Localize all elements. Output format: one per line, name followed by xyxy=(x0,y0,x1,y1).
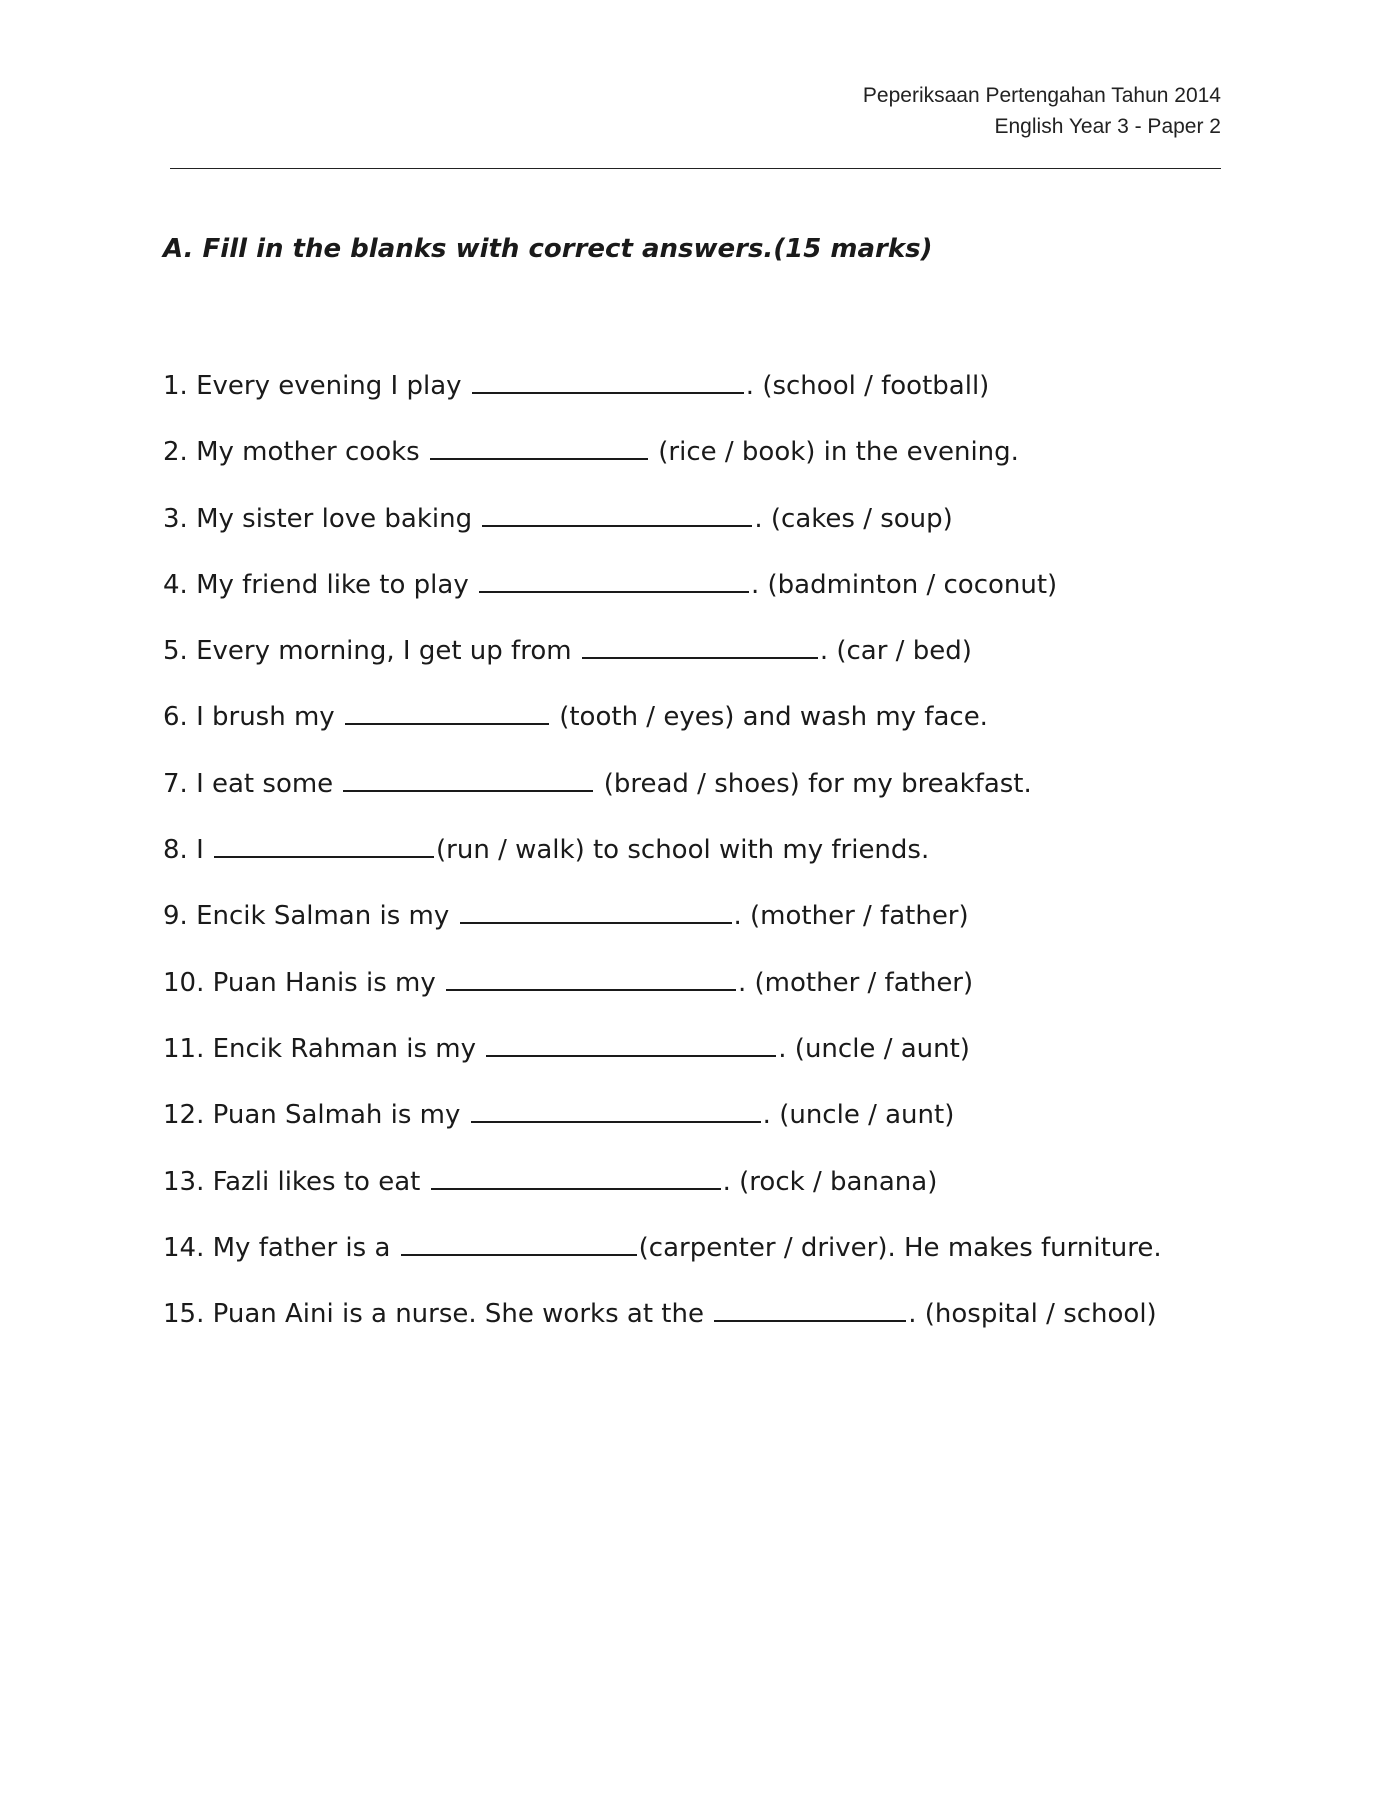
question-5 xyxy=(163,631,1243,697)
question-text-before: 15. Puan Aini is a nurse. She works at the xyxy=(163,1299,713,1330)
answer-blank xyxy=(345,697,549,725)
answer-blank xyxy=(714,1294,906,1322)
question-14 xyxy=(163,1228,1243,1294)
question-text-before: 6. I brush my xyxy=(163,702,343,733)
question-text-before: 7. I eat some xyxy=(163,768,342,799)
question-13 xyxy=(163,1162,1243,1228)
question-text-before: 2. My mother cooks xyxy=(163,437,428,468)
question-text-after: (tooth / eyes) and wash my face. xyxy=(550,702,988,733)
question-text-before: 9. Encik Salman is my xyxy=(163,901,458,932)
answer-blank xyxy=(446,963,736,991)
question-2 xyxy=(163,432,1243,498)
question-text-after: (rice / book) in the evening. xyxy=(650,437,1019,468)
page-header xyxy=(863,80,1221,142)
paper-subtitle: English Year 3 - Paper 2 xyxy=(994,115,1221,138)
question-text-before: 1. Every evening I play xyxy=(163,371,470,401)
exam-title: Peperiksaan Pertengahan Tahun 2014 xyxy=(862,84,1221,107)
question-9 xyxy=(163,896,1243,962)
answer-blank xyxy=(431,1162,721,1190)
question-text-before: 11. Encik Rahman is my xyxy=(163,1033,485,1064)
answer-blank xyxy=(343,764,593,792)
question-text-after: . (uncle / aunt) xyxy=(762,1100,955,1131)
question-8 xyxy=(163,830,1243,896)
question-text-after: . (car / bed) xyxy=(819,636,972,667)
question-text-before: 12. Puan Salmah is my xyxy=(163,1100,469,1131)
answer-blank xyxy=(486,1029,776,1057)
question-text-after: . (mother / father) xyxy=(733,901,969,932)
question-text-after: . (mother / father) xyxy=(738,967,974,998)
answer-blank xyxy=(401,1228,637,1256)
answer-blank xyxy=(482,499,752,527)
answer-blank xyxy=(479,565,749,593)
question-6 xyxy=(163,697,1243,763)
question-3 xyxy=(163,499,1243,565)
question-text-after: . (rock / banana) xyxy=(722,1166,938,1197)
question-text-before: 3. My sister love baking xyxy=(163,503,481,534)
question-list xyxy=(163,366,1243,1360)
question-7 xyxy=(163,764,1243,830)
question-text-after: . (school / football) xyxy=(745,371,990,401)
question-12 xyxy=(163,1095,1243,1161)
answer-blank xyxy=(582,631,818,659)
header-divider xyxy=(170,168,1221,169)
question-text-before: 13. Fazli likes to eat xyxy=(163,1166,429,1197)
question-11 xyxy=(163,1029,1243,1095)
question-text-after: . (uncle / aunt) xyxy=(778,1033,970,1064)
question-text-after: (carpenter / driver). He makes furniture. xyxy=(638,1232,1162,1263)
question-text-after: . (badminton / coconut) xyxy=(750,569,1058,600)
question-text-before: 5. Every morning, I get up from xyxy=(163,636,580,667)
question-text-before: 4. My friend like to play xyxy=(163,569,477,600)
section-title: A. Fill in the blanks with correct answers.(15 marks) xyxy=(163,234,933,264)
question-text-before: 10. Puan Hanis is my xyxy=(163,967,444,998)
answer-blank xyxy=(430,432,648,460)
question-1 xyxy=(163,366,1243,432)
question-text-before: 8. I xyxy=(163,835,213,866)
question-10 xyxy=(163,963,1243,1029)
question-text-after: . (cakes / soup) xyxy=(754,503,953,534)
question-text-after: . (hospital / school) xyxy=(908,1299,1157,1330)
question-text-after: (bread / shoes) for my breakfast. xyxy=(595,768,1032,799)
question-4 xyxy=(163,565,1243,631)
answer-blank xyxy=(471,1095,761,1123)
question-15 xyxy=(163,1294,1243,1360)
answer-blank xyxy=(472,366,744,394)
question-text-after: (run / walk) to school with my friends. xyxy=(436,835,930,866)
question-text-before: 14. My father is a xyxy=(163,1232,399,1263)
answer-blank xyxy=(460,896,732,924)
answer-blank xyxy=(214,830,434,858)
